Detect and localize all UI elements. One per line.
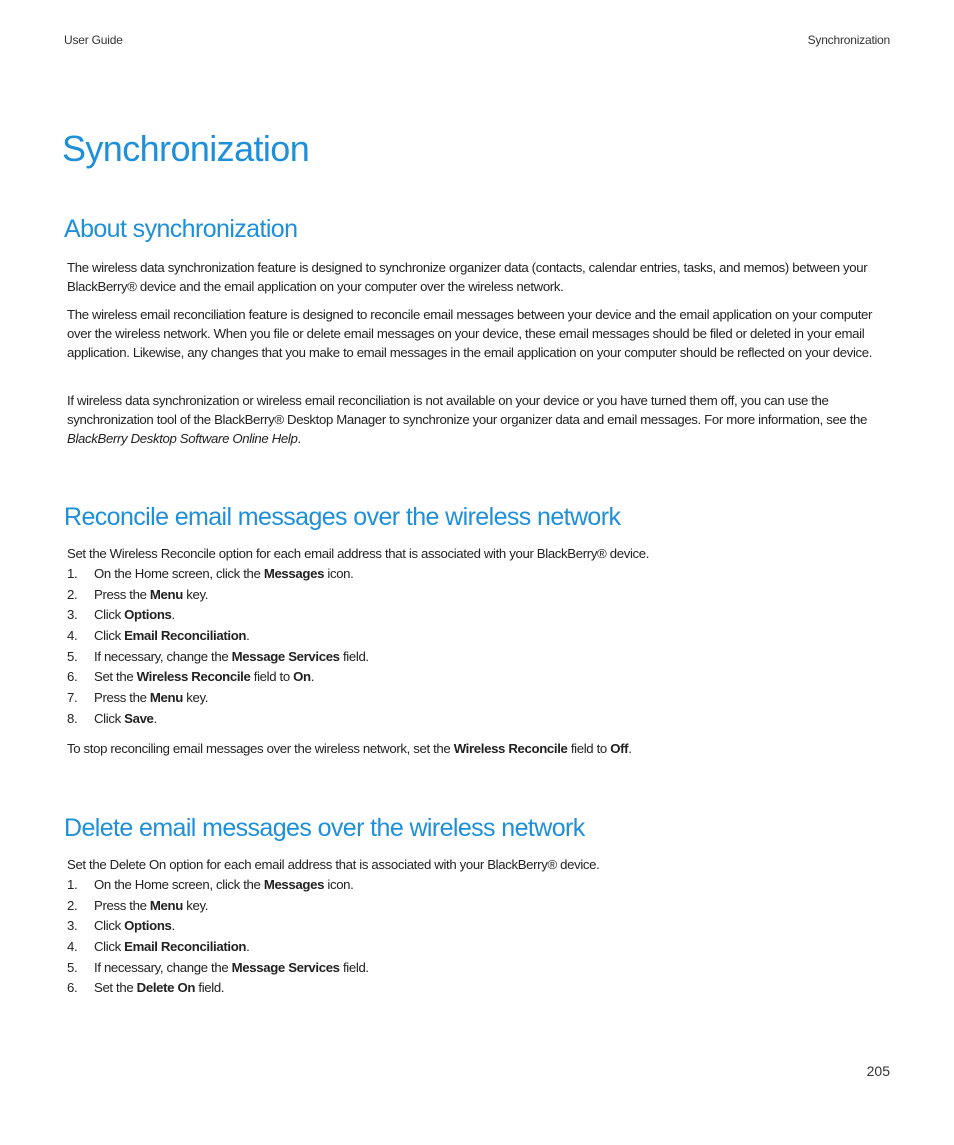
reconcile-note-mid: field to bbox=[567, 741, 611, 756]
reconcile-note-value: Off bbox=[610, 741, 629, 756]
page-title: Synchronization bbox=[62, 128, 310, 169]
step-text-end: field. bbox=[339, 959, 369, 975]
step-text: Click bbox=[94, 918, 125, 934]
step-text-final: . bbox=[310, 669, 315, 685]
step-number: 3. bbox=[67, 918, 78, 934]
step-number: 4. bbox=[67, 939, 78, 955]
step-text-end: field. bbox=[339, 648, 369, 664]
step-item bbox=[67, 690, 369, 711]
step-number: 2. bbox=[67, 586, 78, 602]
step-text-end: . bbox=[153, 710, 157, 726]
running-header-left: User Guide bbox=[64, 33, 123, 47]
step-ui-label: Delete On bbox=[136, 980, 196, 996]
step-item bbox=[67, 649, 369, 670]
reconcile-note-field: Wireless Reconcile bbox=[453, 741, 568, 756]
reconcile-steps-list bbox=[67, 566, 369, 732]
step-text-end: icon. bbox=[324, 566, 354, 581]
step-text: If necessary, change the bbox=[94, 959, 232, 975]
step-item bbox=[67, 587, 369, 608]
step-ui-label: Message Services bbox=[231, 648, 340, 664]
step-ui-label: Menu bbox=[149, 690, 183, 706]
reconcile-note-end: . bbox=[628, 741, 632, 756]
step-text: Press the bbox=[94, 897, 150, 913]
step-item bbox=[67, 711, 369, 732]
step-text-end: key. bbox=[182, 586, 209, 602]
step-ui-label: Email Reconciliation bbox=[124, 939, 247, 955]
section-heading-delete: Delete email messages over the wireless network bbox=[64, 814, 585, 842]
step-item bbox=[67, 607, 369, 628]
step-text-end: field to bbox=[250, 669, 294, 685]
step-text: Click bbox=[94, 710, 125, 726]
page-number: 205 bbox=[866, 1063, 890, 1079]
about-paragraph-3-end: . bbox=[297, 431, 301, 447]
step-text-end: key. bbox=[182, 897, 209, 913]
step-ui-label: Save bbox=[124, 710, 154, 726]
step-number: 8. bbox=[67, 710, 78, 726]
delete-steps-list bbox=[67, 877, 369, 1001]
about-paragraph-3-text: If wireless data synchronization or wireless email reconciliation is not available on your device or you have turned them off, you can use the synchronization tool of the BlackBerry® Desktop Manager to synchronize your organizer data and email messages. For more information, see the bbox=[67, 393, 868, 428]
step-number: 2. bbox=[67, 897, 78, 913]
step-ui-label: Wireless Reconcile bbox=[136, 669, 251, 685]
step-text: Click bbox=[94, 628, 125, 644]
running-header-right: Synchronization bbox=[807, 33, 890, 47]
step-item bbox=[67, 898, 369, 919]
step-ui-label: Messages bbox=[263, 877, 325, 892]
step-number: 1. bbox=[67, 566, 78, 581]
step-text: Press the bbox=[94, 690, 150, 706]
step-ui-label: Menu bbox=[149, 586, 183, 602]
step-number: 6. bbox=[67, 980, 78, 996]
step-item bbox=[67, 877, 369, 898]
about-paragraph-2: The wireless email reconciliation feature is designed to reconcile email messages between your device and the email application on your computer over the wireless network. When you file or delete email messages on your device, these email messages should be filed or deleted in your email application. Likewise, any changes that you make to email messages in the email application on your computer should be reflected on your device. bbox=[67, 307, 873, 361]
step-item bbox=[67, 980, 369, 1001]
step-text-end: field. bbox=[195, 980, 225, 996]
step-ui-label: Message Services bbox=[231, 959, 340, 975]
step-ui-label: Options bbox=[124, 607, 172, 623]
section-heading-about: About synchronization bbox=[64, 215, 298, 243]
step-number: 4. bbox=[67, 628, 78, 644]
reconcile-note bbox=[67, 741, 632, 756]
step-item bbox=[67, 918, 369, 939]
step-ui-label: Email Reconciliation bbox=[124, 628, 247, 644]
step-text-end: icon. bbox=[324, 877, 354, 892]
step-text-end: key. bbox=[182, 690, 209, 706]
step-text: Click bbox=[94, 607, 125, 623]
step-text-end: . bbox=[246, 939, 250, 955]
step-number: 6. bbox=[67, 669, 78, 685]
step-ui-label: Menu bbox=[149, 897, 183, 913]
step-item bbox=[67, 628, 369, 649]
step-item bbox=[67, 669, 369, 690]
step-text-end: . bbox=[171, 607, 175, 623]
step-number: 3. bbox=[67, 607, 78, 623]
step-number: 1. bbox=[67, 877, 78, 892]
step-ui-label: Messages bbox=[263, 566, 325, 581]
section-heading-reconcile: Reconcile email messages over the wireless network bbox=[64, 503, 621, 531]
step-text: Set the bbox=[94, 669, 137, 685]
about-paragraph-1: The wireless data synchronization feature is designed to synchronize organizer data (contacts, calendar entries, tasks, and memos) between your BlackBerry® device and the email application on your computer over the wireless network. bbox=[67, 260, 868, 295]
step-text: Press the bbox=[94, 586, 150, 602]
step-number: 7. bbox=[67, 690, 78, 706]
step-text: On the Home screen, click the bbox=[94, 566, 264, 581]
step-text: Click bbox=[94, 939, 125, 955]
step-text: If necessary, change the bbox=[94, 648, 232, 664]
step-number: 5. bbox=[67, 959, 78, 975]
about-paragraph-3 bbox=[67, 391, 893, 449]
step-item bbox=[67, 939, 369, 960]
reconcile-note-text: To stop reconciling email messages over the wireless network, set the bbox=[67, 741, 454, 756]
help-reference: BlackBerry Desktop Software Online Help bbox=[67, 431, 298, 447]
step-text-end: . bbox=[171, 918, 175, 934]
step-item bbox=[67, 960, 369, 981]
step-text-end: . bbox=[246, 628, 250, 644]
delete-intro: Set the Delete On option for each email address that is associated with your BlackBerry® device. bbox=[67, 857, 600, 872]
step-ui-value: On bbox=[293, 669, 311, 685]
step-number: 5. bbox=[67, 648, 78, 664]
step-item bbox=[67, 566, 369, 587]
step-ui-label: Options bbox=[124, 918, 172, 934]
step-text: On the Home screen, click the bbox=[94, 877, 264, 892]
reconcile-intro: Set the Wireless Reconcile option for each email address that is associated with your BlackBerry® device. bbox=[67, 546, 650, 561]
step-text: Set the bbox=[94, 980, 137, 996]
